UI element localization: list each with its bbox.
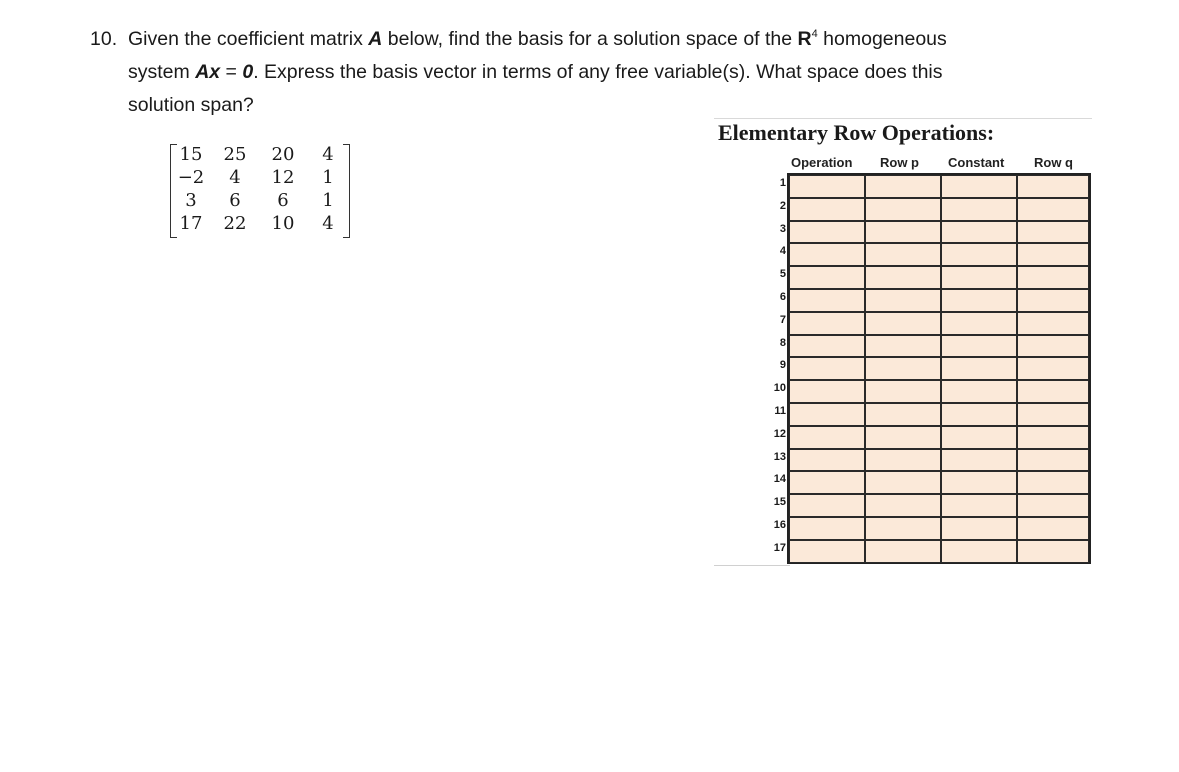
matrix-entry: 10	[271, 213, 295, 234]
row-q-cell[interactable]	[1017, 517, 1089, 540]
matrix-row	[170, 190, 350, 212]
constant-cell[interactable]	[941, 312, 1017, 335]
space-dimension: 4	[811, 28, 818, 40]
row-number: 4	[779, 245, 786, 258]
constant-cell[interactable]	[941, 471, 1017, 494]
row-number: 9	[779, 359, 786, 372]
operation-cell[interactable]	[789, 312, 865, 335]
row-number: 11	[774, 405, 786, 417]
row-q-cell[interactable]	[1017, 426, 1089, 449]
header-row-p: Row p	[880, 155, 919, 170]
matrix-row	[170, 213, 350, 235]
constant-cell[interactable]	[941, 289, 1017, 312]
row-p-cell[interactable]	[865, 403, 941, 426]
table-row	[789, 175, 1089, 198]
sheet-gridline	[714, 118, 1092, 119]
operation-cell[interactable]	[789, 175, 865, 198]
matrix-row	[170, 167, 350, 189]
row-number: 10	[773, 382, 786, 395]
operation-cell[interactable]	[789, 494, 865, 517]
matrix-entry: 6	[229, 190, 241, 211]
table-row	[789, 540, 1089, 563]
constant-cell[interactable]	[941, 198, 1017, 221]
row-q-cell[interactable]	[1017, 266, 1089, 289]
header-operation: Operation	[791, 155, 853, 170]
table-row	[789, 517, 1089, 540]
row-p-cell[interactable]	[865, 243, 941, 266]
table-row	[789, 471, 1089, 494]
question-text-segment: =	[220, 61, 243, 83]
constant-cell[interactable]	[941, 380, 1017, 403]
operation-cell[interactable]	[789, 335, 865, 358]
matrix-entry: 3	[185, 190, 197, 211]
row-p-cell[interactable]	[865, 335, 941, 358]
constant-cell[interactable]	[941, 540, 1017, 563]
operation-cell[interactable]	[789, 198, 865, 221]
constant-cell[interactable]	[941, 517, 1017, 540]
matrix-entry: 25	[223, 144, 247, 165]
matrix-entry: 6	[277, 190, 289, 211]
row-p-cell[interactable]	[865, 517, 941, 540]
table-row	[789, 289, 1089, 312]
sheet-gridline	[714, 565, 790, 566]
row-p-cell[interactable]	[865, 289, 941, 312]
row-number: 13	[773, 450, 786, 463]
header-row-q: Row q	[1034, 155, 1073, 170]
row-q-cell[interactable]	[1017, 243, 1089, 266]
table-row	[789, 221, 1089, 244]
row-q-cell[interactable]	[1017, 289, 1089, 312]
row-p-cell[interactable]	[865, 494, 941, 517]
operation-cell[interactable]	[789, 380, 865, 403]
constant-cell[interactable]	[941, 221, 1017, 244]
space-symbol-R: R	[797, 28, 812, 50]
question-text-segment: Given the coefficient matrix	[128, 28, 369, 50]
row-q-cell[interactable]	[1017, 221, 1089, 244]
row-p-cell[interactable]	[865, 380, 941, 403]
operation-cell[interactable]	[789, 243, 865, 266]
table-row	[789, 335, 1089, 358]
row-q-cell[interactable]	[1017, 335, 1089, 358]
row-number: 15	[773, 496, 786, 509]
row-q-cell[interactable]	[1017, 312, 1089, 335]
table-row	[789, 266, 1089, 289]
constant-cell[interactable]	[941, 243, 1017, 266]
row-p-cell[interactable]	[865, 312, 941, 335]
operation-cell[interactable]	[789, 449, 865, 472]
row-number: 14	[773, 473, 786, 486]
row-number: 6	[779, 291, 786, 303]
header-constant: Constant	[948, 155, 1005, 170]
matrix-entry: 22	[223, 213, 247, 234]
operation-cell[interactable]	[789, 266, 865, 289]
constant-cell[interactable]	[941, 449, 1017, 472]
row-number: 12	[773, 427, 786, 440]
row-q-cell[interactable]	[1017, 471, 1089, 494]
row-p-cell[interactable]	[865, 449, 941, 472]
table-row	[789, 357, 1089, 380]
constant-cell[interactable]	[941, 426, 1017, 449]
row-q-cell[interactable]	[1017, 403, 1089, 426]
matrix-entry: 12	[271, 167, 295, 188]
row-number: 8	[779, 336, 786, 349]
row-number: 16	[773, 519, 786, 531]
row-q-cell[interactable]	[1017, 198, 1089, 221]
row-number: 1	[779, 177, 786, 189]
row-p-cell[interactable]	[865, 198, 941, 221]
row-q-cell[interactable]	[1017, 540, 1089, 563]
operation-cell[interactable]	[789, 426, 865, 449]
table-row	[789, 426, 1089, 449]
question-text-segment: system	[128, 61, 196, 83]
matrix-entry: 20	[271, 144, 295, 165]
row-operations-table	[787, 173, 1091, 564]
question-text-segment: below, find the basis for a solution space of the	[382, 28, 798, 50]
operation-cell[interactable]	[789, 471, 865, 494]
constant-cell[interactable]	[941, 403, 1017, 426]
row-p-cell[interactable]	[865, 221, 941, 244]
question-line-1	[90, 18, 1090, 56]
operation-cell[interactable]	[789, 221, 865, 244]
matrix-entry: 1	[322, 167, 334, 188]
constant-cell[interactable]	[941, 494, 1017, 517]
question-text	[90, 18, 1090, 122]
row-q-cell[interactable]	[1017, 357, 1089, 380]
matrix-entry: 4	[322, 144, 334, 165]
table-row	[789, 243, 1089, 266]
operation-cell[interactable]	[789, 517, 865, 540]
question-line-2	[90, 56, 1090, 89]
row-p-cell[interactable]	[865, 357, 941, 380]
question-number: 10.	[90, 28, 118, 50]
operation-cell[interactable]	[789, 540, 865, 563]
operation-cell[interactable]	[789, 403, 865, 426]
row-p-cell[interactable]	[865, 266, 941, 289]
matrix-entry: 15	[179, 144, 203, 165]
table-row	[789, 403, 1089, 426]
matrix-entry: 17	[179, 213, 203, 234]
row-q-cell[interactable]	[1017, 380, 1089, 403]
constant-cell[interactable]	[941, 335, 1017, 358]
matrix-entry: −2	[177, 167, 205, 188]
row-operations-title: Elementary Row Operations:	[718, 120, 995, 145]
matrix-entry: 1	[322, 190, 334, 211]
question-text-segment: . Express the basis vector in terms of any free variable(s). What space does this	[253, 61, 943, 83]
row-q-cell[interactable]	[1017, 449, 1089, 472]
table-row	[789, 494, 1089, 517]
table-row	[789, 198, 1089, 221]
row-p-cell[interactable]	[865, 471, 941, 494]
question-line-3: solution span?	[128, 94, 254, 116]
matrix-entry: 4	[322, 213, 334, 234]
constant-cell[interactable]	[941, 266, 1017, 289]
table-row	[789, 312, 1089, 335]
equation-zero: 0	[242, 61, 254, 83]
row-number: 3	[779, 222, 786, 235]
row-number: 7	[779, 313, 786, 326]
row-p-cell[interactable]	[865, 426, 941, 449]
row-q-cell[interactable]	[1017, 175, 1089, 198]
operation-cell[interactable]	[789, 289, 865, 312]
matrix-row	[170, 144, 350, 166]
operation-cell[interactable]	[789, 357, 865, 380]
matrix-entry: 4	[229, 167, 241, 188]
table-row	[789, 449, 1089, 472]
equation-Ax: Ax	[195, 61, 221, 83]
coefficient-matrix	[170, 140, 350, 236]
row-q-cell[interactable]	[1017, 494, 1089, 517]
row-p-cell[interactable]	[865, 175, 941, 198]
matrix-symbol-A: A	[368, 28, 383, 50]
question-text-segment: homogeneous	[817, 28, 947, 50]
row-number: 17	[773, 541, 786, 554]
row-number: 5	[779, 268, 786, 281]
row-number: 2	[779, 199, 786, 212]
constant-cell[interactable]	[941, 357, 1017, 380]
constant-cell[interactable]	[941, 175, 1017, 198]
row-p-cell[interactable]	[865, 540, 941, 563]
table-row	[789, 380, 1089, 403]
